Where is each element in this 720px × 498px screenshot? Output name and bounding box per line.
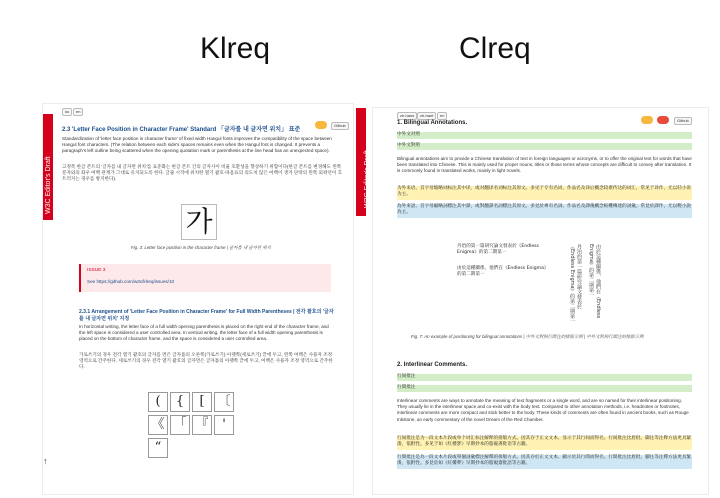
scroll-up-icon[interactable]: ↑ [43,456,48,466]
lang-toggle-en[interactable]: en [437,112,447,120]
issue-label: ISSUE 3 [87,268,106,273]
github-button[interactable]: Github [331,122,349,130]
orange-pill-button[interactable] [641,116,653,124]
editors-draft-tab[interactable] [43,114,53,220]
heading-clreq: Clreq [459,32,531,65]
heading-klreq: Klreq [200,32,271,65]
bracket-square: [ [192,392,212,412]
green-label-4: 行間批注 [397,385,692,392]
section-title: 2.3 'Letter Face Position in Character Frame' Standard 「글자를 내 글자면 위치」 표준 [62,127,301,133]
section-title-2: 2. Interlinear Comments. [397,362,468,368]
paragraph-zh-2: 行间批注是为一段文本片段或单个词汇标注解释的排版方式。因其存于正文文本、显示于其行间而得名。行间批注比眉批、脚注等注释方法更具紧凑，依附性。多见于如《红楼梦》早期抄本的脂砚斋批语等古籍。 [397,436,692,450]
example-horizontal-2: 由於這種關係，他們在《Endless Enigma》的第二期第一 [457,266,547,278]
github-button[interactable]: Github [674,117,692,125]
bracket-brace: { [170,392,190,412]
lang-toggle-ko[interactable]: ko [62,108,72,116]
section-title-1: 1. Bilingual Annotations. [397,120,468,126]
paragraph-en-1: Standardization of 'letter face position in character frame' of fixed width Hangul fonts improves the compatibility of the space between Hangul font characters. (The relation between each side's spaces remains even when the Hangul font is changed. It prevents a paragraph's left outline being scattered when the opening quotation mark or parenthesis at the line head has an unexpected space). [62,136,332,154]
paragraph-zh-1: 为外来语、首字母缩略词标注其中译，或对翻译名词标注其原文。多见于专有名词、作品名及译后概念较难传达的词汇，常见于译作，尤以轻小说为主。 [397,186,692,200]
paragraph-zht-1: 為外來語、首字母縮略詞標注其中譯，或對翻譯名詞標注其原文。多見於專有名詞、作品名及譯後概念較難傳達的詞彙。常見於譯作，尤以輕小說為主。 [397,204,692,218]
orange-pill-button[interactable] [315,121,327,129]
bracket-double-quote: “ [148,438,168,458]
paragraph-en-1: Bilingual annotations aim to provide a Chinese translation of text in foreign languages or acronyms, or to offer the original text for words that have been translated into Chinese. This is mainly used for proper nouns, titles or those terms whose concepts are difficult to convey after translation. It is commonly found in translated works, mainly in light novels. [397,156,692,174]
green-label-1: 中外文对照 [397,132,692,139]
green-label-2: 中外文對照 [397,143,692,150]
issue-box [79,264,331,292]
figure-caption-7: Fig. 7: An example of positioning for bilingual annotations | 中外文對照行間注的排版示例 | 中外文對照行間注的排版示例 [411,334,644,339]
paragraph-zht-2: 行間批注是為一段文本片段或單個詞彙標注解釋的排版方式。因其存於正文文本、顯示於其行間而得名。行間批注比眉批、腳注等注釋方法更具緊湊，依附性。多見於如《紅樓夢》早期抄本的脂硯齋批語等古籍。 [397,455,692,469]
clreq-document-screenshot [364,108,708,494]
lang-toggle-zh-hans[interactable]: zh-hans [397,112,417,120]
lang-toggle-zh-hant[interactable]: zh-hant [417,112,436,120]
issue-link[interactable]: See https://github.com/w3c/klreq/issues/10 [87,279,175,284]
paragraph-en-2: In horizontal writing, the letter face of a full width opening parenthesis is placed on the right end of the character frame, and the left space is considered a user controlled area. In vertical writing, the letter face of a full width opening parenthesis is placed on the bottom of character frame, and the space is considered a user controlled area. [79,324,329,342]
editors-draft-tab-right[interactable] [356,108,371,216]
example-vertical-2: 由於這種關係，他們在《Endless Enigma》的第二期第一 [588,244,601,319]
editors-draft-label: W3C Editor's Draft [45,156,52,214]
bracket-paren: ( [148,392,168,412]
paragraph-en-2: Interlinear comments are ways to annotate the meaning of text fragments or a single word, and are so named for their interlinear positioning. They usually lie in the interlinear space and co-exist with the body text. Compared to other annotation methods, i.e. headnotes or footnotes, interlinear comments are more compact and stick better to the body. These kinds of comments are often found in ancient books, such as Rouge Inkstone, an early commentary of the novel Dream of the Red Chamber. [397,398,689,422]
figure-caption: Fig. 3: Letter face position in the character frame | 글자를 내 글자면 위치 [131,245,271,250]
klreq-document-screenshot [43,104,353,494]
bracket-corner: 「 [170,415,190,435]
bracket-double-angle: 《 [148,415,168,435]
subsection-title: 2.3.1 Arrangement of 'Letter Face Position in Character Frame' for Full Width Parentheses | 전각 괄호의 '글자를 내 글자면 위치' 지정 [79,309,334,322]
paragraph-ko-1: 고정폭 한글 폰트의 '글자를 내 글자면 위치'를 표준화는 한글 폰트 간의 글자사이 비율 호환성을 향상하기 위함이다(한글 폰트를 변경해도 왼쪽문자와의 좌우 여백 관계가 그대로 유지되도록 한다. 글줄 시작에 위치한 열기 괄호·따옴표의 의도치 않은 여백이 생겨 단락의 왼쪽 외곽선이 흐트러지는 경우를 방지한다). [62,164,343,182]
example-vertical-1: 丹治的第一篇研究論文發表於《Endless Enigma》的第二期第一 [569,244,582,324]
editors-draft-label-right: W3C Editor's Draft [364,150,371,208]
paragraph-ko-2: 가로쓰기의 경우 전각 열기 괄호의 글자를 면은 글자틀의 오른쪽(가로쓰기)·아랫쪽(세로쓰기) 끝에 두고, 왼쪽 여백은 사용자 조정 영역으로 간주한다. 세로쓰기의 경우 전각 열기 괄호의 글자면은 글자틀의 아랫쪽 끝에 두고, 여백은 사용자 조정 영역으로 간주한다. [79,352,333,370]
bracket-tortoise: 〔 [214,392,234,412]
lang-toggle-en[interactable]: en [73,108,83,116]
example-horizontal-1: 丹治的第一篇研究論文發表於《Endless Enigma》的第二期第一 [457,244,539,256]
red-pill-button[interactable] [657,116,669,124]
bracket-single-quote: ' [214,415,234,435]
glyph-frame: 가 [181,204,217,240]
green-label-3: 行间批注 [397,374,692,381]
bracket-white-corner: 『 [192,415,212,435]
